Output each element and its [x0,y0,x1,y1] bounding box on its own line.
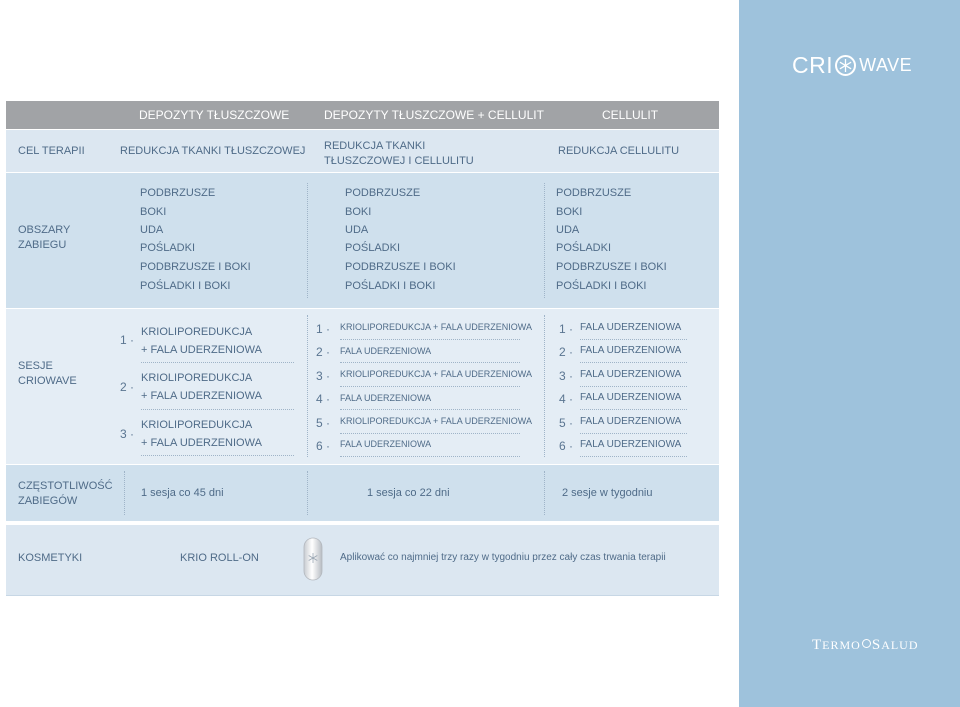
obszary-c1-item: UDA [140,224,164,236]
obszary-label1: OBSZARY [18,224,71,236]
session-number: 5 · [559,416,574,430]
session-number: 3 · [316,369,331,383]
product-name: KRIO ROLL-ON [180,552,259,564]
session-c1-line-b: + FALA UDERZENIOWA [141,344,262,356]
session-c3-text: FALA UDERZENIOWA [580,392,682,403]
session-number: 2 · [120,380,135,394]
cel-col2b: TŁUSZCZOWEJ I CELLULITU [324,155,474,167]
termosalud-logo: TERMO SALUD [812,637,919,653]
obszary-c1-item: POŚLADKI I BOKI [140,280,231,292]
sesje-label1: SESJE [18,360,53,372]
obszary-c2-item: PODBRZUSZE I BOKI [345,261,456,273]
session-c3-text: FALA UDERZENIOWA [580,345,682,356]
session-number: 5 · [316,416,331,430]
session-c1-line-b: + FALA UDERZENIOWA [141,437,262,449]
session-number: 2 · [559,345,574,359]
session-number: 1 · [316,322,331,336]
session-c3-text: FALA UDERZENIOWA [580,416,682,427]
usage-instruction: Aplikować co najmniej trzy razy w tygodniu przez cały czas trwania terapii [340,552,666,563]
obszary-c1-item: PODBRZUSZE [140,187,216,199]
table-header [6,101,719,129]
obszary-c2-item: POŚLADKI I BOKI [345,280,436,292]
obszary-c3-item: PODBRZUSZE I BOKI [556,261,667,273]
session-c3-text: FALA UDERZENIOWA [580,322,682,333]
cel-col3: REDUKCJA CELLULITU [558,145,680,157]
czestotliwosc-col3: 2 sesje w tygodniu [562,487,653,499]
session-c1-line-a: KRIOLIPOREDUKCJA [141,419,253,431]
session-c2-text: KRIOLIPOREDUKCJA + FALA UDERZENIOWA [340,369,532,379]
obszary-c2-item: POŚLADKI [345,242,401,254]
session-c1-line-a: KRIOLIPOREDUKCJA [141,372,253,384]
kosmetyki-label: KOSMETYKI [18,552,83,564]
session-c2-text: FALA UDERZENIOWA [340,439,432,449]
criowave-logo [792,52,912,79]
session-c3-text: FALA UDERZENIOWA [580,369,682,380]
cel-col1: REDUKCJA TKANKI TŁUSZCZOWEJ [120,145,306,157]
czestotliwosc-col2: 1 sesja co 22 dni [367,487,450,499]
session-c3-text: FALA UDERZENIOWA [580,439,682,450]
obszary-c1-item: PODBRZUSZE I BOKI [140,261,251,273]
session-number: 6 · [316,439,331,453]
obszary-label2: ZABIEGU [18,239,67,251]
side-panel [739,0,960,707]
cel-col2a: REDUKCJA TKANKI [324,140,426,152]
roll-on-tube-image [300,536,326,582]
logo-circle-icon [862,639,871,648]
obszary-c3-item: BOKI [556,206,583,218]
session-number: 4 · [316,392,331,406]
session-number: 1 · [559,322,574,336]
session-c2-text: KRIOLIPOREDUKCJA + FALA UDERZENIOWA [340,416,532,426]
cel-label: CEL TERAPII [18,145,85,157]
obszary-c2-item: PODBRZUSZE [345,187,421,199]
czestotliwosc-col1: 1 sesja co 45 dni [141,487,224,499]
sesje-label2: CRIOWAVE [18,375,77,387]
session-c1-line-a: KRIOLIPOREDUKCJA [141,326,253,338]
obszary-c2-item: UDA [345,224,369,236]
session-c1-line-b: + FALA UDERZENIOWA [141,390,262,402]
obszary-c3-item: POŚLADKI I BOKI [556,280,647,292]
obszary-c3-item: UDA [556,224,580,236]
session-number: 1 · [120,333,135,347]
header-col1: DEPOZYTY TŁUSZCZOWE [139,108,290,122]
session-number: 2 · [316,345,331,359]
header-col2: DEPOZYTY TŁUSZCZOWE + CELLULIT [324,108,544,122]
obszary-c3-item: PODBRZUSZE [556,187,632,199]
czestotliwosc-label2: ZABIEGÓW [18,495,78,507]
session-number: 4 · [559,392,574,406]
session-c2-text: FALA UDERZENIOWA [340,346,432,356]
czestotliwosc-label1: CZĘSTOTLIWOŚĆ [18,480,113,492]
obszary-c2-item: BOKI [345,206,372,218]
header-col3: CELLULIT [602,108,659,122]
obszary-c1-item: POŚLADKI [140,242,196,254]
session-c2-text: FALA UDERZENIOWA [340,393,432,403]
logo-cri-text: CRI [792,52,834,78]
logo-wave-text: WAVE [859,55,913,75]
snowflake-icon [835,55,856,76]
obszary-c1-item: BOKI [140,206,167,218]
session-number: 3 · [120,427,135,441]
obszary-c3-item: POŚLADKI [556,242,612,254]
session-number: 6 · [559,439,574,453]
session-number: 3 · [559,369,574,383]
session-c2-text: KRIOLIPOREDUKCJA + FALA UDERZENIOWA [340,322,532,332]
